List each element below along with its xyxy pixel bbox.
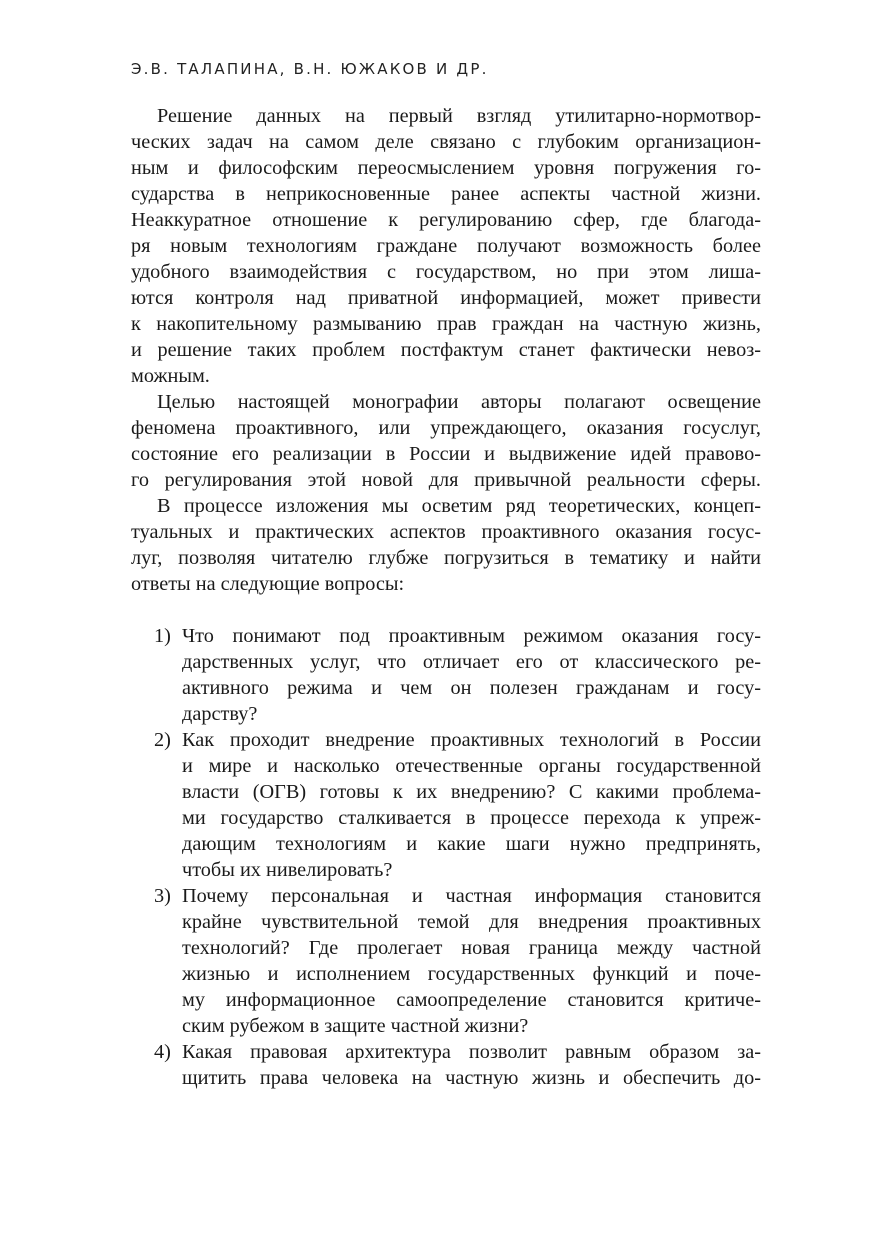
- text-line: ря новым технологиям граждане получают возможность более: [131, 235, 761, 257]
- text-line: Что понимают под проактивным режимом оказания госу-: [182, 625, 761, 647]
- text-line: луг, позволяя читателю глубже погрузиться в тематику и найти: [131, 547, 761, 569]
- text-line: дающим технологиям и какие шаги нужно предпринять,: [182, 833, 761, 855]
- text-line: ответы на следующие вопросы:: [131, 573, 405, 595]
- text-line: ным и философским переосмыслением уровня погружения го-: [131, 157, 761, 179]
- text-line: и решение таких проблем постфактум станет фактически невоз-: [131, 339, 761, 361]
- text-line: ческих задач на самом деле связано с глубоким организацион-: [131, 131, 761, 153]
- text-line: туальных и практических аспектов проактивного оказания госус-: [131, 521, 761, 543]
- text-line: ются контроля над приватной информацией, может привести: [131, 287, 761, 309]
- text-line: В процессе изложения мы осветим ряд теоретических, концеп-: [157, 495, 761, 517]
- paragraph-questions-intro: [131, 493, 761, 597]
- list-item-number: 1): [154, 625, 171, 647]
- text-line: удобного взаимодействия с государством, но при этом лиша-: [131, 261, 761, 283]
- text-line: Решение данных на первый взгляд утилитарно-нормотвор-: [157, 105, 761, 127]
- paragraph-intro: [131, 103, 761, 389]
- list-item-text: [182, 1039, 761, 1091]
- text-line: Целью настоящей монографии авторы полагают освещение: [157, 391, 761, 413]
- paragraph-purpose: [131, 389, 761, 493]
- list-item-number: 4): [154, 1041, 171, 1063]
- text-line: дарству?: [182, 703, 258, 725]
- list-item: [131, 727, 761, 883]
- text-line: му информационное самоопределение становится критиче-: [182, 989, 761, 1011]
- list-item-text: [182, 623, 761, 727]
- text-line: сударства в неприкосновенные ранее аспекты частной жизни.: [131, 183, 761, 205]
- text-line: технологий? Где пролегает новая граница между частной: [182, 937, 761, 959]
- text-line: активного режима и чем он полезен гражданам и госу-: [182, 677, 761, 699]
- text-line: го регулирования этой новой для привычной реальности сферы.: [131, 469, 761, 491]
- text-line: к накопительному размыванию прав граждан на частную жизнь,: [131, 313, 761, 335]
- text-line: Какая правовая архитектура позволит равным образом за-: [182, 1041, 761, 1063]
- text-line: крайне чувствительной темой для внедрения проактивных: [182, 911, 761, 933]
- list-item: [131, 1039, 761, 1091]
- text-line: Почему персональная и частная информация становится: [182, 885, 761, 907]
- text-line: ми государство сталкивается в процессе перехода к упреж-: [182, 807, 761, 829]
- list-item-number: 2): [154, 729, 171, 751]
- list-item-text: [182, 727, 761, 883]
- running-header: Э.В. ТАЛАПИНА, В.Н. ЮЖАКОВ И ДР.: [131, 60, 489, 78]
- list-spacer: [131, 597, 761, 623]
- questions-list: [131, 623, 761, 1091]
- list-item: [131, 883, 761, 1039]
- text-line: власти (ОГВ) готовы к их внедрению? С какими проблема-: [182, 781, 761, 803]
- list-item: [131, 623, 761, 727]
- list-item-text: [182, 883, 761, 1039]
- text-line: ским рубежом в защите частной жизни?: [182, 1015, 529, 1037]
- text-line: дарственных услуг, что отличает его от классического ре-: [182, 651, 761, 673]
- text-line: щитить права человека на частную жизнь и обеспечить до-: [182, 1067, 761, 1089]
- text-line: можным.: [131, 365, 210, 387]
- text-line: Как проходит внедрение проактивных технологий в России: [182, 729, 761, 751]
- text-line: и мире и насколько отечественные органы государственной: [182, 755, 761, 777]
- text-line: чтобы их нивелировать?: [182, 859, 393, 881]
- list-item-number: 3): [154, 885, 171, 907]
- text-line: Неаккуратное отношение к регулированию сфер, где благода-: [131, 209, 761, 231]
- body-text: [131, 103, 761, 1091]
- text-line: жизнью и исполнением государственных функций и поче-: [182, 963, 761, 985]
- text-line: состояние его реализации в России и выдвижение идей правово-: [131, 443, 761, 465]
- text-line: феномена проактивного, или упреждающего, оказания госуслуг,: [131, 417, 761, 439]
